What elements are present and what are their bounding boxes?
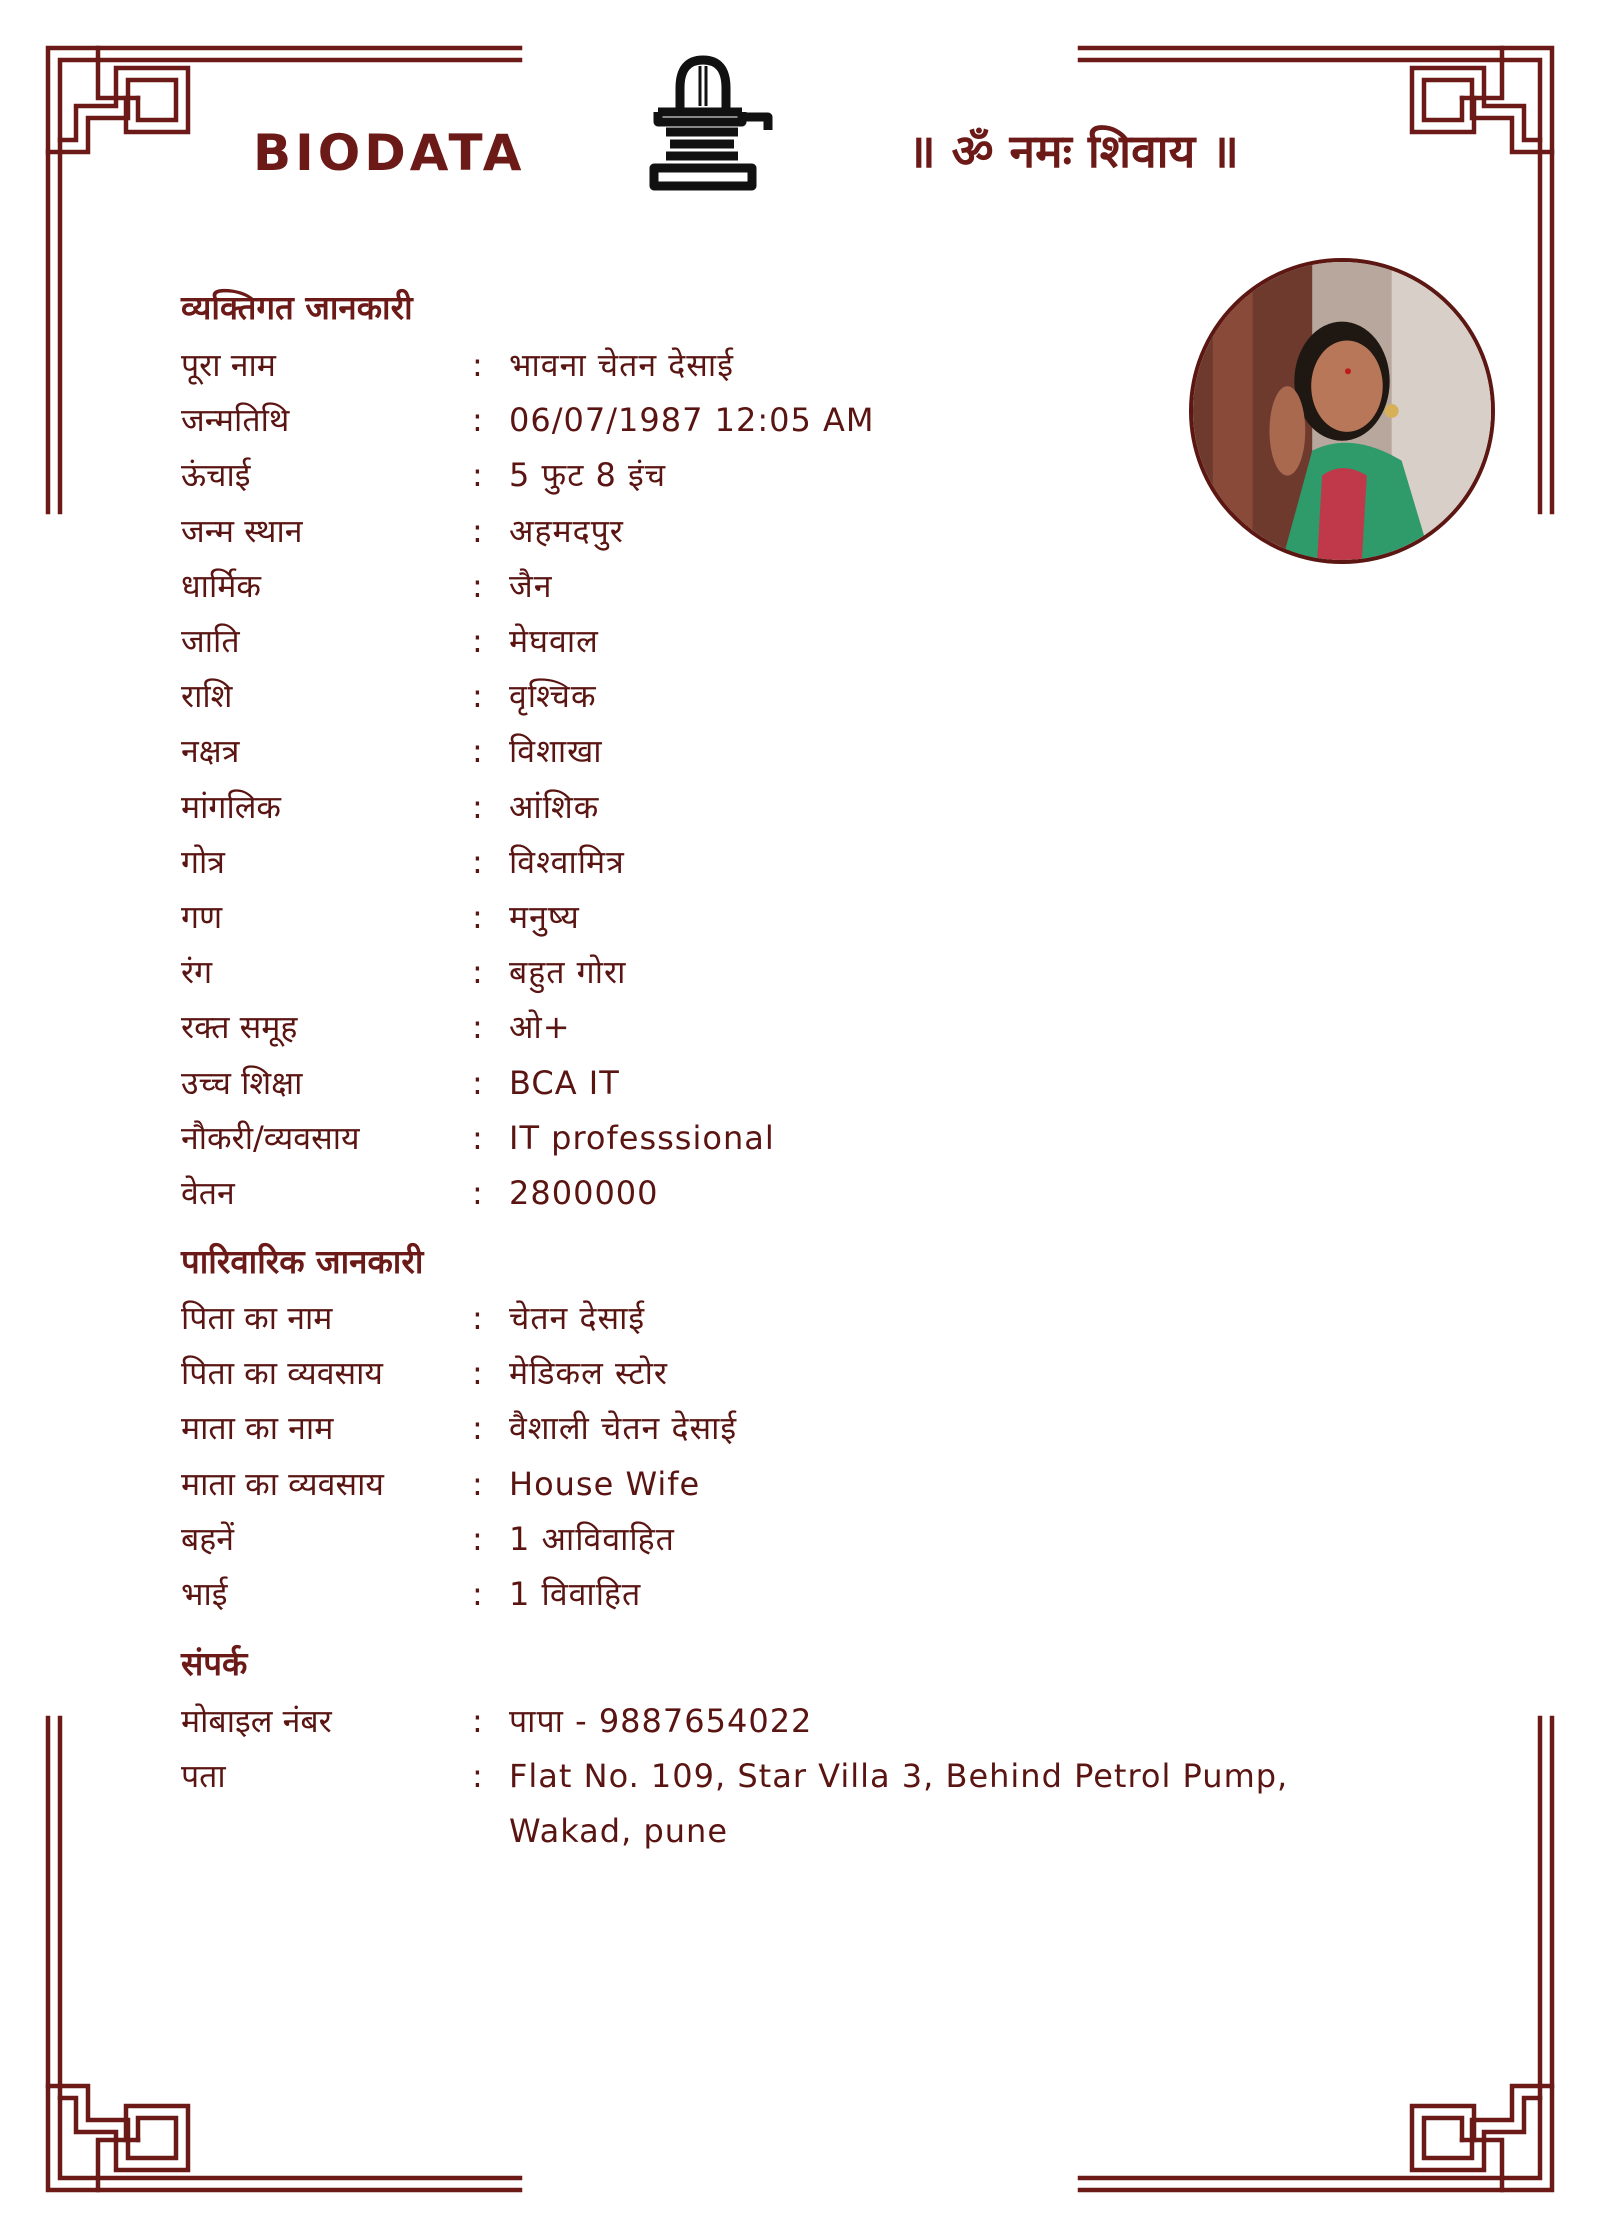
field-label: जन्मतिथि [181, 401, 290, 440]
field-value: जैन [509, 566, 553, 605]
field-separator: : [472, 622, 483, 660]
detail-row [181, 945, 1431, 1000]
detail-row [181, 1056, 1431, 1111]
field-label: गोत्र [181, 842, 225, 881]
field-value: मेडिकल स्टोर [509, 1354, 668, 1393]
detail-row [181, 724, 1431, 779]
field-value: 1 विवाहित [509, 1575, 642, 1613]
field-value: भावना चेतन देसाई [509, 346, 734, 384]
detail-row [181, 504, 1431, 559]
biodata-title: BIODATA [253, 124, 526, 182]
field-label: धार्मिक [181, 566, 261, 605]
field-separator: : [472, 1757, 483, 1796]
field-separator: : [472, 1063, 483, 1102]
field-separator: : [472, 1174, 483, 1212]
field-label: राशि [181, 677, 233, 716]
detail-row [181, 1166, 1431, 1221]
field-value: ओ+ [509, 1008, 571, 1047]
field-separator: : [472, 1409, 483, 1448]
detail-row [181, 1567, 1431, 1622]
field-separator: : [472, 456, 483, 495]
field-separator: : [472, 1702, 483, 1740]
field-label: पिता का नाम [181, 1299, 333, 1337]
field-label: वेतन [181, 1174, 235, 1212]
field-value: House Wife [509, 1464, 701, 1503]
section-title-personal: व्यक्तिगत जानकारी [181, 288, 413, 327]
field-value: 5 फुट 8 इंच [509, 456, 667, 495]
field-separator: : [472, 566, 483, 605]
field-value: आंशिक [509, 787, 600, 826]
shivling-icon [630, 50, 776, 196]
field-value: वैशाली चेतन देसाई [509, 1409, 738, 1448]
field-value: 1 आविवाहित [509, 1519, 675, 1558]
field-label: रंग [181, 953, 213, 992]
field-separator: : [472, 1464, 483, 1503]
field-separator: : [472, 1519, 483, 1558]
field-value: BCA IT [509, 1063, 620, 1102]
field-separator: : [472, 898, 483, 936]
field-value: 2800000 [509, 1174, 659, 1212]
field-separator: : [472, 346, 483, 384]
field-separator: : [472, 787, 483, 826]
field-label: जन्म स्थान [181, 511, 303, 550]
section-title-family: पारिवारिक जानकारी [181, 1242, 424, 1281]
detail-row [181, 393, 1431, 448]
field-value: मेघवाल [509, 622, 599, 660]
field-label: बहनें [181, 1519, 235, 1558]
detail-row [181, 1000, 1431, 1055]
field-separator: : [472, 1354, 483, 1393]
field-label: नौकरी/व्यवसाय [181, 1118, 360, 1157]
detail-row [181, 1111, 1431, 1166]
field-label: नक्षत्र [181, 732, 240, 771]
field-separator: : [472, 842, 483, 881]
field-separator: : [472, 511, 483, 550]
detail-row [181, 338, 1431, 393]
field-label: ऊंचाई [181, 456, 251, 495]
field-value: अहमदपुर [509, 511, 624, 550]
field-label: माता का नाम [181, 1409, 334, 1448]
field-separator: : [472, 1575, 483, 1613]
field-value: Flat No. 109, Star Villa 3, Behind Petrol Pump, Wakad, pune [509, 1757, 1289, 1851]
detail-row [181, 1401, 1431, 1456]
field-separator: : [472, 401, 483, 440]
detail-row [181, 835, 1431, 890]
detail-row [181, 559, 1431, 614]
field-value: विश्वामित्र [509, 842, 625, 881]
field-value: मनुष्य [509, 898, 580, 936]
field-label: रक्त समूह [181, 1008, 298, 1047]
detail-row [181, 780, 1431, 835]
field-label: पता [181, 1757, 226, 1796]
field-value: चेतन देसाई [509, 1299, 646, 1337]
field-separator: : [472, 1299, 483, 1337]
field-separator: : [472, 1118, 483, 1157]
detail-row [181, 1346, 1431, 1401]
field-label: उच्च शिक्षा [181, 1063, 303, 1102]
field-label: पूरा नाम [181, 346, 276, 384]
field-label: जाति [181, 622, 240, 660]
field-separator: : [472, 953, 483, 992]
detail-row [181, 1457, 1431, 1512]
field-value: बहुत गोरा [509, 953, 627, 992]
field-value: वृश्चिक [509, 677, 597, 716]
field-separator: : [472, 732, 483, 771]
detail-row [181, 1694, 1431, 1749]
field-label: माता का व्यवसाय [181, 1464, 384, 1503]
detail-row [181, 448, 1431, 503]
field-label: मांगलिक [181, 787, 282, 826]
detail-row [181, 1512, 1431, 1567]
field-label: गण [181, 898, 223, 936]
detail-row [181, 1749, 1431, 1851]
detail-row [181, 1291, 1431, 1346]
field-value: 06/07/1987 12:05 AM [509, 401, 875, 440]
detail-row [181, 890, 1431, 945]
field-label: भाई [181, 1575, 228, 1613]
field-separator: : [472, 1008, 483, 1047]
field-value: विशाखा [509, 732, 603, 771]
detail-row [181, 669, 1431, 724]
field-separator: : [472, 677, 483, 716]
field-label: मोबाइल नंबर [181, 1702, 332, 1740]
field-value: IT professsional [509, 1118, 775, 1157]
section-title-contact: संपर्क [181, 1644, 248, 1683]
field-value: पापा - 9887654022 [509, 1702, 813, 1740]
om-namah-shivaya-heading: ॥ ॐ नमः शिवाय ॥ [908, 124, 1239, 178]
detail-row [181, 614, 1431, 669]
field-label: पिता का व्यवसाय [181, 1354, 383, 1393]
